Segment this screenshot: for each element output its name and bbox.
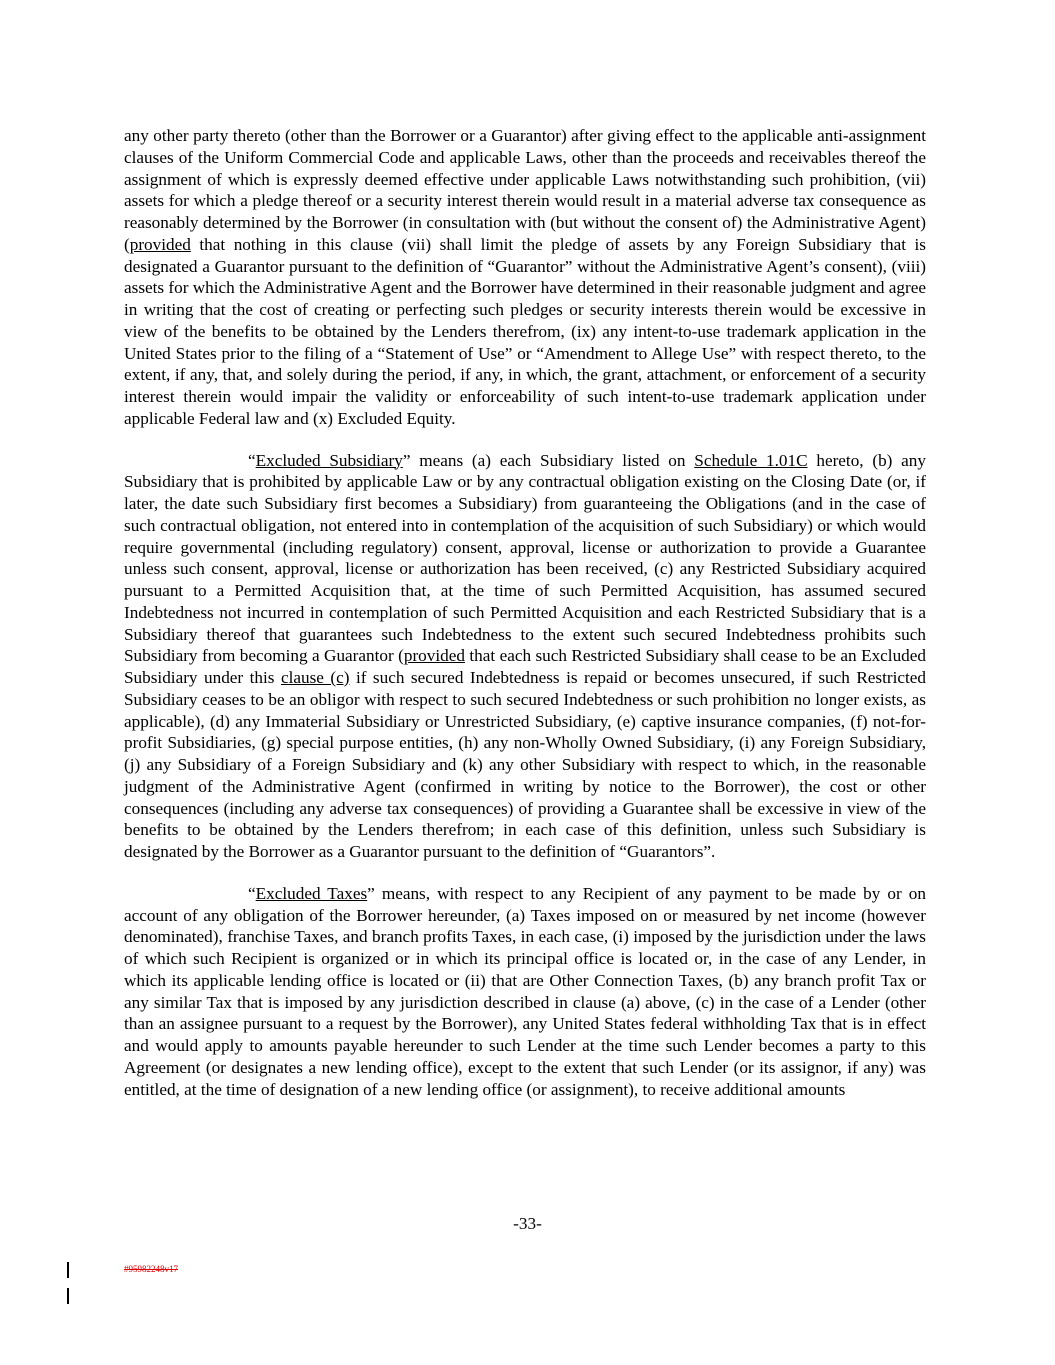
- text-segment: hereto, (b) any Subsidiary that is prohibited by applicable Law or by any contractual obligation existing on the Closing Date (or, if later, the date such Subsidiary first becomes a Subsidiary) from guaranteeing the Obligations (and in the case of such contractual obligation, not entered into in contemplation of the acquisition of such Subsidiary) or which would require governmental (including regulatory) consent, approval, license or authorization to provide a Guarantee unless such consent, approval, license or authorization has been received, (c) any Restricted Subsidiary acquired pursuant to a Permitted Acquisition that, at the time of such Permitted Acquisition, has assumed secured Indebtedness not incurred in contemplation of such Permitted Acquisition and each Restricted Subsidiary that is a Subsidiary thereof that guarantees such Indebtedness to the extent such secured Indebtedness prohibits such Subsidiary from becoming a Guarantor (: [124, 450, 926, 666]
- text-segment: if such secured Indebtedness is repaid or becomes unsecured, if such Restricted Subsidiary ceases to be an obligor with respect to such secured Indebtedness or such prohibition no longer exists, as applicable), (d) any Immaterial Subsidiary or Unrestricted Subsidiary, (e) captive insurance companies, (f) not-for-profit Subsidiaries, (g) special purpose entities, (h) any non-Wholly Owned Subsidiary, (i) any Foreign Subsidiary, (j) any Subsidiary of a Foreign Subsidiary and (k) any other Subsidiary with respect to which, in the reasonable judgment of the Administrative Agent (confirmed in writing by notice to the Borrower), the cost or other consequences (including any adverse tax consequences) of providing a Guarantee shall be excessive in view of the benefits to be obtained by the Lenders therefrom; in each case of this definition, unless such Subsidiary is designated by the Borrower as a Guarantor pursuant to the definition of “Guarantors”.: [124, 668, 927, 861]
- defined-term-excluded-taxes: Excluded Taxes: [255, 883, 368, 903]
- open-quote: “: [248, 883, 256, 903]
- open-quote: “: [248, 450, 256, 470]
- page-number: -33-: [513, 1214, 542, 1233]
- text-segment: that each such Restricted Subsidiary shall cease to be an Excluded Subsidiary under this: [124, 646, 926, 687]
- schedule-reference: Schedule 1.01C: [694, 450, 808, 470]
- paragraph-excluded-subsidiary: [124, 450, 926, 863]
- text-segment: ” means (a) each Subsidiary listed on: [402, 450, 695, 470]
- revision-change-bar: [67, 1288, 69, 1304]
- text-segment: that nothing in this clause (vii) shall limit the pledge of assets by any Foreign Subsidiary that is designated a Guarantor pursuant to the definition of “Guarantor” without the Administrative Agent’s consent), (viii) assets for which the Administrative Agent and the Borrower have determined in their reasonable judgment and agree in writing that the cost of creating or perfecting such pledges or security interests therein would be excessive in view of the benefits to be obtained by the Lenders therefrom, (ix) any intent-to-use trademark application in the United States prior to the filing of a “Statement of Use” or “Amendment to Allege Use” with respect thereto, to the extent, if any, that, and solely during the period, if any, in which, the grant, attachment, or enforcement of a security interest therein would impair the validity or enforceability of such intent-to-use trademark application under applicable Federal law and (x) Excluded Equity.: [124, 234, 926, 428]
- document-id-deleted: #95982248v17: [124, 1264, 178, 1274]
- revision-change-bar: [67, 1262, 69, 1278]
- text-segment: any other party thereto (other than the Borrower or a Guarantor) after giving effect to the applicable anti-assignment clauses of the Uniform Commercial Code and applicable Laws, other than the proceeds and receivables thereof the assignment of which is expressly deemed effective under applicable Laws notwithstanding such prohibition, (vii) assets for which a pledge thereof or a security interest therein would result in a material adverse tax consequence as reasonably determined by the Borrower (in consultation with (but without the consent of) the Administrative Agent) (: [124, 126, 926, 254]
- paragraph-excluded-assets-continued: [124, 125, 926, 430]
- provided-term: provided: [129, 234, 191, 254]
- document-body: [124, 125, 926, 1100]
- paragraph-excluded-taxes: [124, 883, 926, 1101]
- text-segment: ” means, with respect to any Recipient of any payment to be made by or on account of any obligation of the Borrower hereunder, (a) Taxes imposed on or measured by net income (however denominated), franchise Taxes, and branch profits Taxes, in each case, (i) imposed by the jurisdiction under the laws of which such Recipient is organized or in which its principal office is located or, in the case of any Lender, in which its applicable lending office is located or (ii) that are Other Connection Taxes, (b) any branch profit Tax or any similar Tax that is imposed by any jurisdiction described in clause (a) above, (c) in the case of a Lender (other than an assignee pursuant to a request by the Borrower), any United States federal withholding Tax that is in effect and would apply to amounts payable hereunder to such Lender at the time such Lender becomes a party to this Agreement (or designates a new lending office), except to the extent that such Lender (or its assignor, if any) was entitled, at the time of designation of a new lending office (or assignment), to receive additional amounts: [124, 883, 926, 1099]
- clause-reference: clause (c): [280, 668, 350, 687]
- provided-term: provided: [403, 646, 465, 666]
- defined-term-excluded-subsidiary: Excluded Subsidiary: [255, 450, 403, 470]
